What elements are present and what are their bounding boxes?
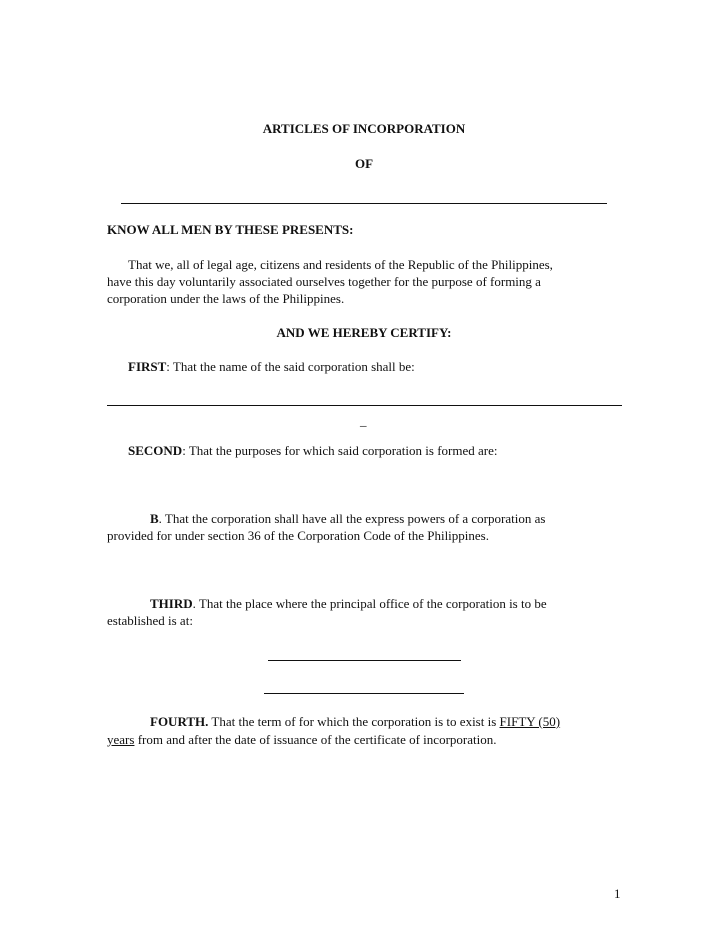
certify-heading: AND WE HEREBY CERTIFY: [276, 325, 452, 340]
third-label: THIRD [150, 596, 193, 611]
fourth-term-part-1: FIFTY (50) [499, 714, 561, 729]
first-text: : That the name of the said corporation shall be: [166, 359, 415, 374]
intro-line-2: have this day voluntarily associated ourselves together for the purpose of forming a [107, 274, 541, 289]
first-label: FIRST [128, 359, 167, 374]
office-address-blank-line-1 [268, 660, 461, 661]
b-label: B [150, 511, 159, 526]
fourth-clause-line-2 [107, 731, 496, 748]
intro-line-1: That we, all of legal age, citizens and residents of the Republic of the Philippines, [128, 257, 553, 272]
third-text-line-2: established is at: [107, 613, 193, 628]
second-clause [128, 442, 497, 459]
fourth-text-line-2: from and after the date of issuance of the certificate of incorporation. [134, 732, 497, 747]
first-dash: _ [360, 413, 367, 428]
second-label: SECOND [128, 443, 183, 458]
document-title-of: OF [354, 156, 374, 171]
fourth-label: FOURTH. [150, 714, 209, 729]
b-text-line-2: provided for under section 36 of the Corporation Code of the Philippines. [107, 528, 489, 543]
third-clause-line-1 [150, 595, 547, 612]
third-text-line-1: . That the place where the principal office of the corporation is to be [192, 596, 547, 611]
second-text: : That the purposes for which said corporation is formed are: [182, 443, 498, 458]
intro-line-3: corporation under the laws of the Philippines. [107, 291, 345, 306]
fourth-clause-line-1 [150, 713, 560, 730]
corporation-name-blank-line [121, 203, 607, 204]
page-number: 1 [614, 886, 621, 901]
first-blank-line [107, 405, 622, 406]
b-text-line-1: . That the corporation shall have all the express powers of a corporation as [158, 511, 546, 526]
first-clause [128, 358, 415, 375]
document-title: ARTICLES OF INCORPORATION [262, 121, 466, 136]
b-clause-line-1 [150, 510, 545, 527]
know-all-heading: KNOW ALL MEN BY THESE PRESENTS: [107, 222, 354, 237]
fourth-term-part-2: years [107, 732, 135, 747]
office-address-blank-line-2 [264, 693, 464, 694]
fourth-text: That the term of for which the corporation is to exist is [208, 714, 500, 729]
